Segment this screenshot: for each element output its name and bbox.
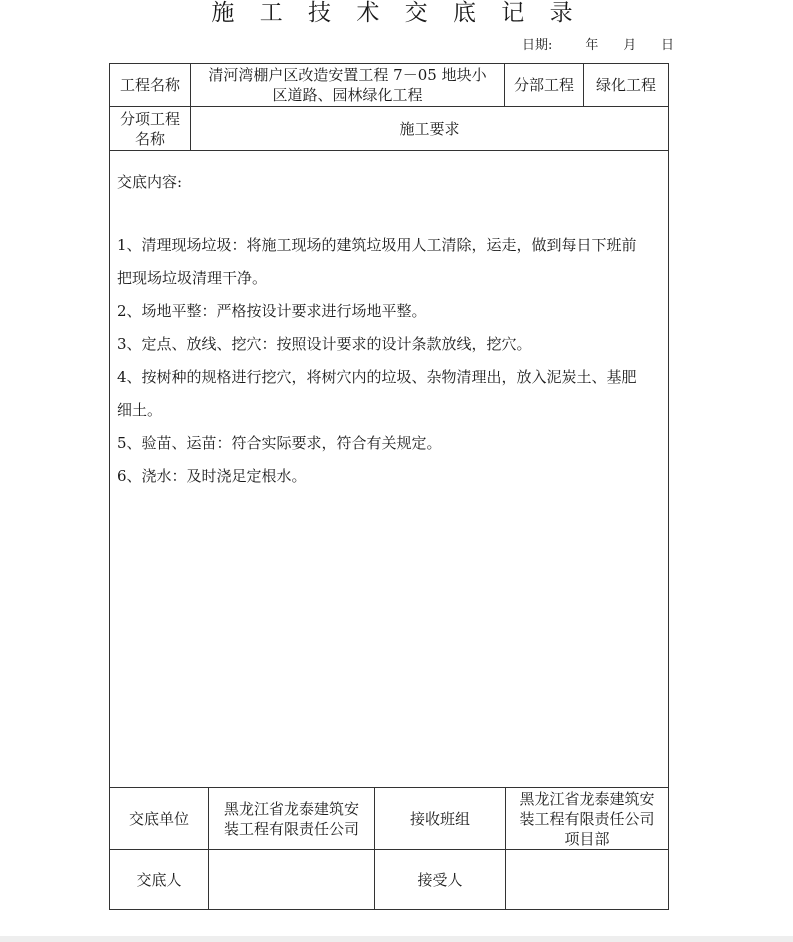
receiving-team-line-1: 黑龙江省龙泰建筑安 <box>519 789 655 808</box>
table-border-left <box>109 63 110 910</box>
table-border-right <box>668 63 669 910</box>
content-line: 细土。 <box>117 401 163 419</box>
project-name-line-1: 清河湾棚户区改造安置工程 7－05 地块小 <box>208 66 487 84</box>
receiving-team-line-3: 项目部 <box>564 829 610 848</box>
table-rule-2 <box>109 150 669 151</box>
handover-unit-value <box>209 788 374 849</box>
project-name-line-2: 区道路、园林绿化工程 <box>272 86 423 104</box>
receiving-team-line-2: 装工程有限责任公司 <box>519 809 655 828</box>
receiving-team-label: 接收班组 <box>409 809 470 828</box>
handover-person-label: 交底人 <box>136 870 182 889</box>
item-name-label <box>110 107 190 150</box>
subproject-value: 绿化工程 <box>595 76 656 94</box>
content-line: 5、验苗、运苗：符合实际要求，符合有关规定。 <box>117 434 442 452</box>
content-line: 6、浇水：及时浇足定根水。 <box>117 467 307 485</box>
handover-unit-line-2: 装工程有限责任公司 <box>223 819 359 838</box>
content-line: 把现场垃圾清理干净。 <box>117 269 268 287</box>
receiver-label: 接受人 <box>417 870 463 889</box>
content-line: 2、场地平整：严格按设计要求进行场地平整。 <box>117 302 427 320</box>
handover-unit-label: 交底单位 <box>128 809 189 828</box>
project-name-label: 工程名称 <box>119 76 180 94</box>
handover-person-field[interactable] <box>209 850 374 909</box>
table-border-bottom <box>109 909 669 910</box>
item-label-line-2: 名称 <box>134 129 165 148</box>
content-list <box>117 229 665 493</box>
content-line: 1、清理现场垃圾：将施工现场的建筑垃圾用人工清除，运走，做到每日下班前 <box>117 236 637 254</box>
project-name-value <box>191 64 504 106</box>
item-label-line-1: 分项工程 <box>119 109 180 128</box>
content-line: 3、定点、放线、挖穴：按照设计要求的设计条款放线，挖穴。 <box>117 335 532 353</box>
record-table <box>109 63 669 910</box>
content-line: 4、按树种的规格进行挖穴，将树穴内的垃圾、杂物清理出，放入泥炭土、基肥 <box>117 368 637 386</box>
page-bottom-strip <box>0 936 793 942</box>
content-label: 交底内容: <box>117 173 183 191</box>
receiving-team-value <box>506 788 668 849</box>
document-title: 施 工 技 术 交 底 记 录 <box>211 0 582 26</box>
receiver-field[interactable] <box>506 850 668 909</box>
handover-unit-line-1: 黑龙江省龙泰建筑安 <box>223 799 359 818</box>
date-field: 日期: 年 月 日 <box>521 38 674 53</box>
subproject-label: 分部工程 <box>513 76 574 94</box>
item-name-value: 施工要求 <box>399 119 460 138</box>
